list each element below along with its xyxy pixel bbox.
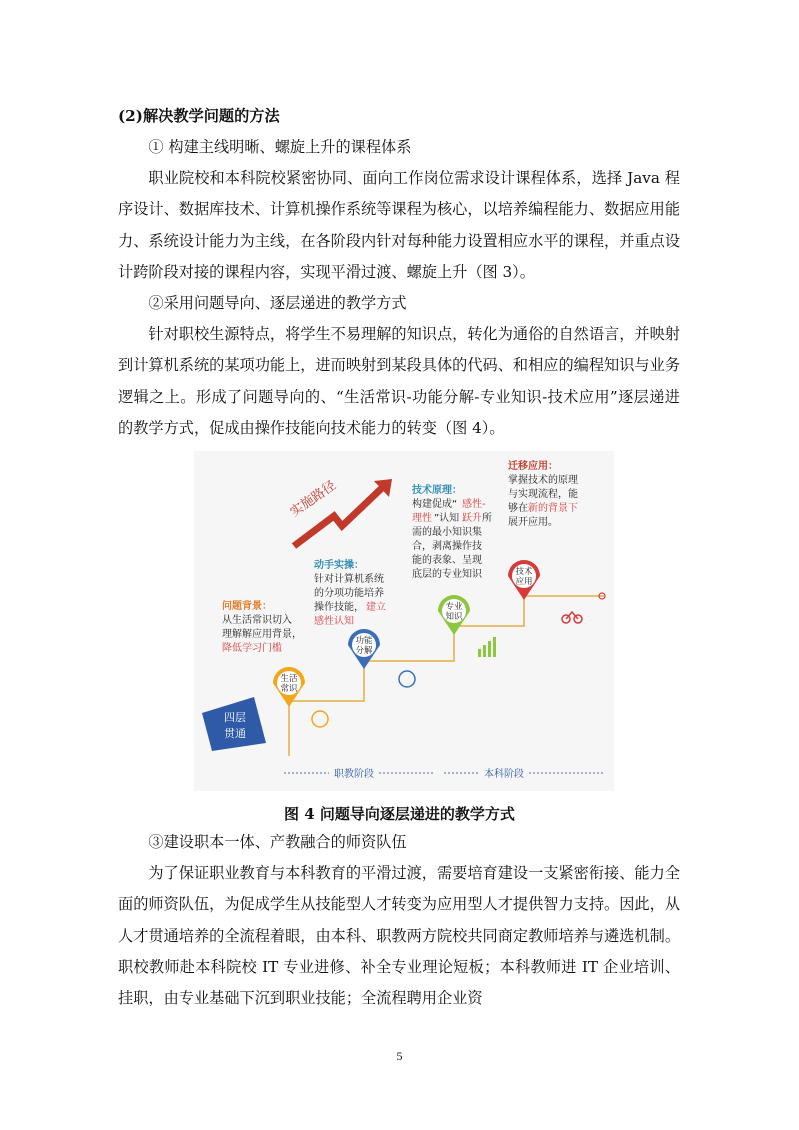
stage-undergraduate: 本科阶段 [484,769,524,780]
section-heading: (2)解决教学问题的方法 [118,107,280,125]
path-label: 实施路径 [287,478,339,521]
svg-text:掌握技术的原理: 掌握技术的原理 [508,475,578,486]
svg-text:贯通: 贯通 [224,727,246,740]
svg-text:理性: 理性 [412,513,432,524]
svg-text:感性认知: 感性认知 [314,616,354,627]
svg-text:技术原理：: 技术原理： [412,485,462,496]
svg-text:四层: 四层 [224,711,246,724]
svg-text:从生活常识切入: 从生活常识切入 [222,615,292,626]
svg-text:够在: 够在 [508,503,528,514]
stage-marker-label: 知识 [445,612,463,622]
figure-teaching-path [194,451,614,791]
svg-text:的分项功能培养: 的分项功能培养 [314,588,384,599]
stage-marker-label: 常识 [280,684,298,694]
svg-text:构建促成“: 构建促成“ [412,499,458,510]
stage-marker-label: 分解 [355,646,373,656]
stage-vocational: 职教阶段 [334,769,374,780]
svg-text:降低学习门槛: 降低学习门槛 [222,643,282,654]
svg-text:展开应用。: 展开应用。 [508,517,558,528]
svg-text:跃升: 跃升 [462,513,482,524]
subheading-curriculum: ① 构建主线明晰、螺旋上升的课程体系 [148,138,412,156]
svg-text:需的最小知识集: 需的最小知识集 [412,527,482,538]
svg-text:感性-: 感性- [462,499,486,510]
stage-marker-label: 技术 [515,567,533,577]
svg-text:操作技能，: 操作技能， [314,602,364,613]
subheading-faculty: ③建设职本一体、产教融合的师资队伍 [148,833,407,851]
svg-text:与实现流程，能: 与实现流程，能 [508,489,578,500]
svg-text:”认知: ”认知 [434,513,460,524]
svg-text:底层的专业知识: 底层的专业知识 [412,569,482,580]
stage-marker-label: 专业 [445,602,463,612]
stage-marker-label: 功能 [355,636,373,646]
svg-text:针对计算机系统: 针对计算机系统 [314,574,384,585]
svg-text:问题背景：: 问题背景： [222,601,272,612]
svg-text:动手实操：: 动手实操： [314,560,364,571]
svg-text:新的背景下: 新的背景下 [528,503,578,514]
paragraph-curriculum: 职业院校和本科院校紧密协同、面向工作岗位需求设计课程体系，选择 Java 程序设计、数据库技术、计算机操作系统等课程为核心，以培养编程能力、数据应用能力、系统设计能力为主线，在各阶段内针对每种能力设置相应水平的课程，并重点设计跨阶段对接的课程内容，实现平滑过渡、螺旋上升（图 3）。 [118,169,680,281]
svg-text:建立: 建立 [366,602,386,613]
stage-marker-label: 生活 [280,674,298,684]
figure-svg [194,451,614,791]
svg-text:能的表象、呈现: 能的表象、呈现 [412,555,482,566]
paragraph-teaching-method: 针对职校生源特点，将学生不易理解的知识点，转化为通俗的自然语言，并映射到计算机系统的某项功能上，进而映射到某段具体的代码、和相应的编程知识与业务逻辑之上。形成了问题导向的、“生活常识-功能分解-专业知识-技术应用”逐层递进的教学方式，促成由操作技能向技术能力的转变（图 4）。 [118,325,680,437]
stage-marker-label: 应用 [515,577,533,587]
subheading-teaching-method: ②采用问题导向、逐层递进的教学方式 [148,294,407,312]
paragraph-faculty: 为了保证职业教育与本科教育的平滑过渡，需要培育建设一支紧密衔接、能力全面的师资队伍，为促成学生从技能型人才转变为应用型人才提供智力支持。因此，从人才贯通培养的全流程着眼，由本科、职教两方院校共同商定教师培养与遴选机制。职校教师赴本科院校 IT 专业进修、补全专业理论短板；本科教师进 IT 企业培训、挂职，由专业基础下沉到职业技能；全流程聘用企业资 [118,864,680,1008]
svg-text:所: 所 [482,513,492,524]
svg-text:合，剥离操作技: 合，剥离操作技 [412,541,482,552]
figure-caption: 图 4 问题导向逐层递进的教学方式 [284,805,515,823]
svg-text:理解解应用背景，: 理解解应用背景， [222,629,302,640]
svg-text:迁移应用：: 迁移应用： [508,461,558,472]
page-number: 5 [396,1049,403,1063]
